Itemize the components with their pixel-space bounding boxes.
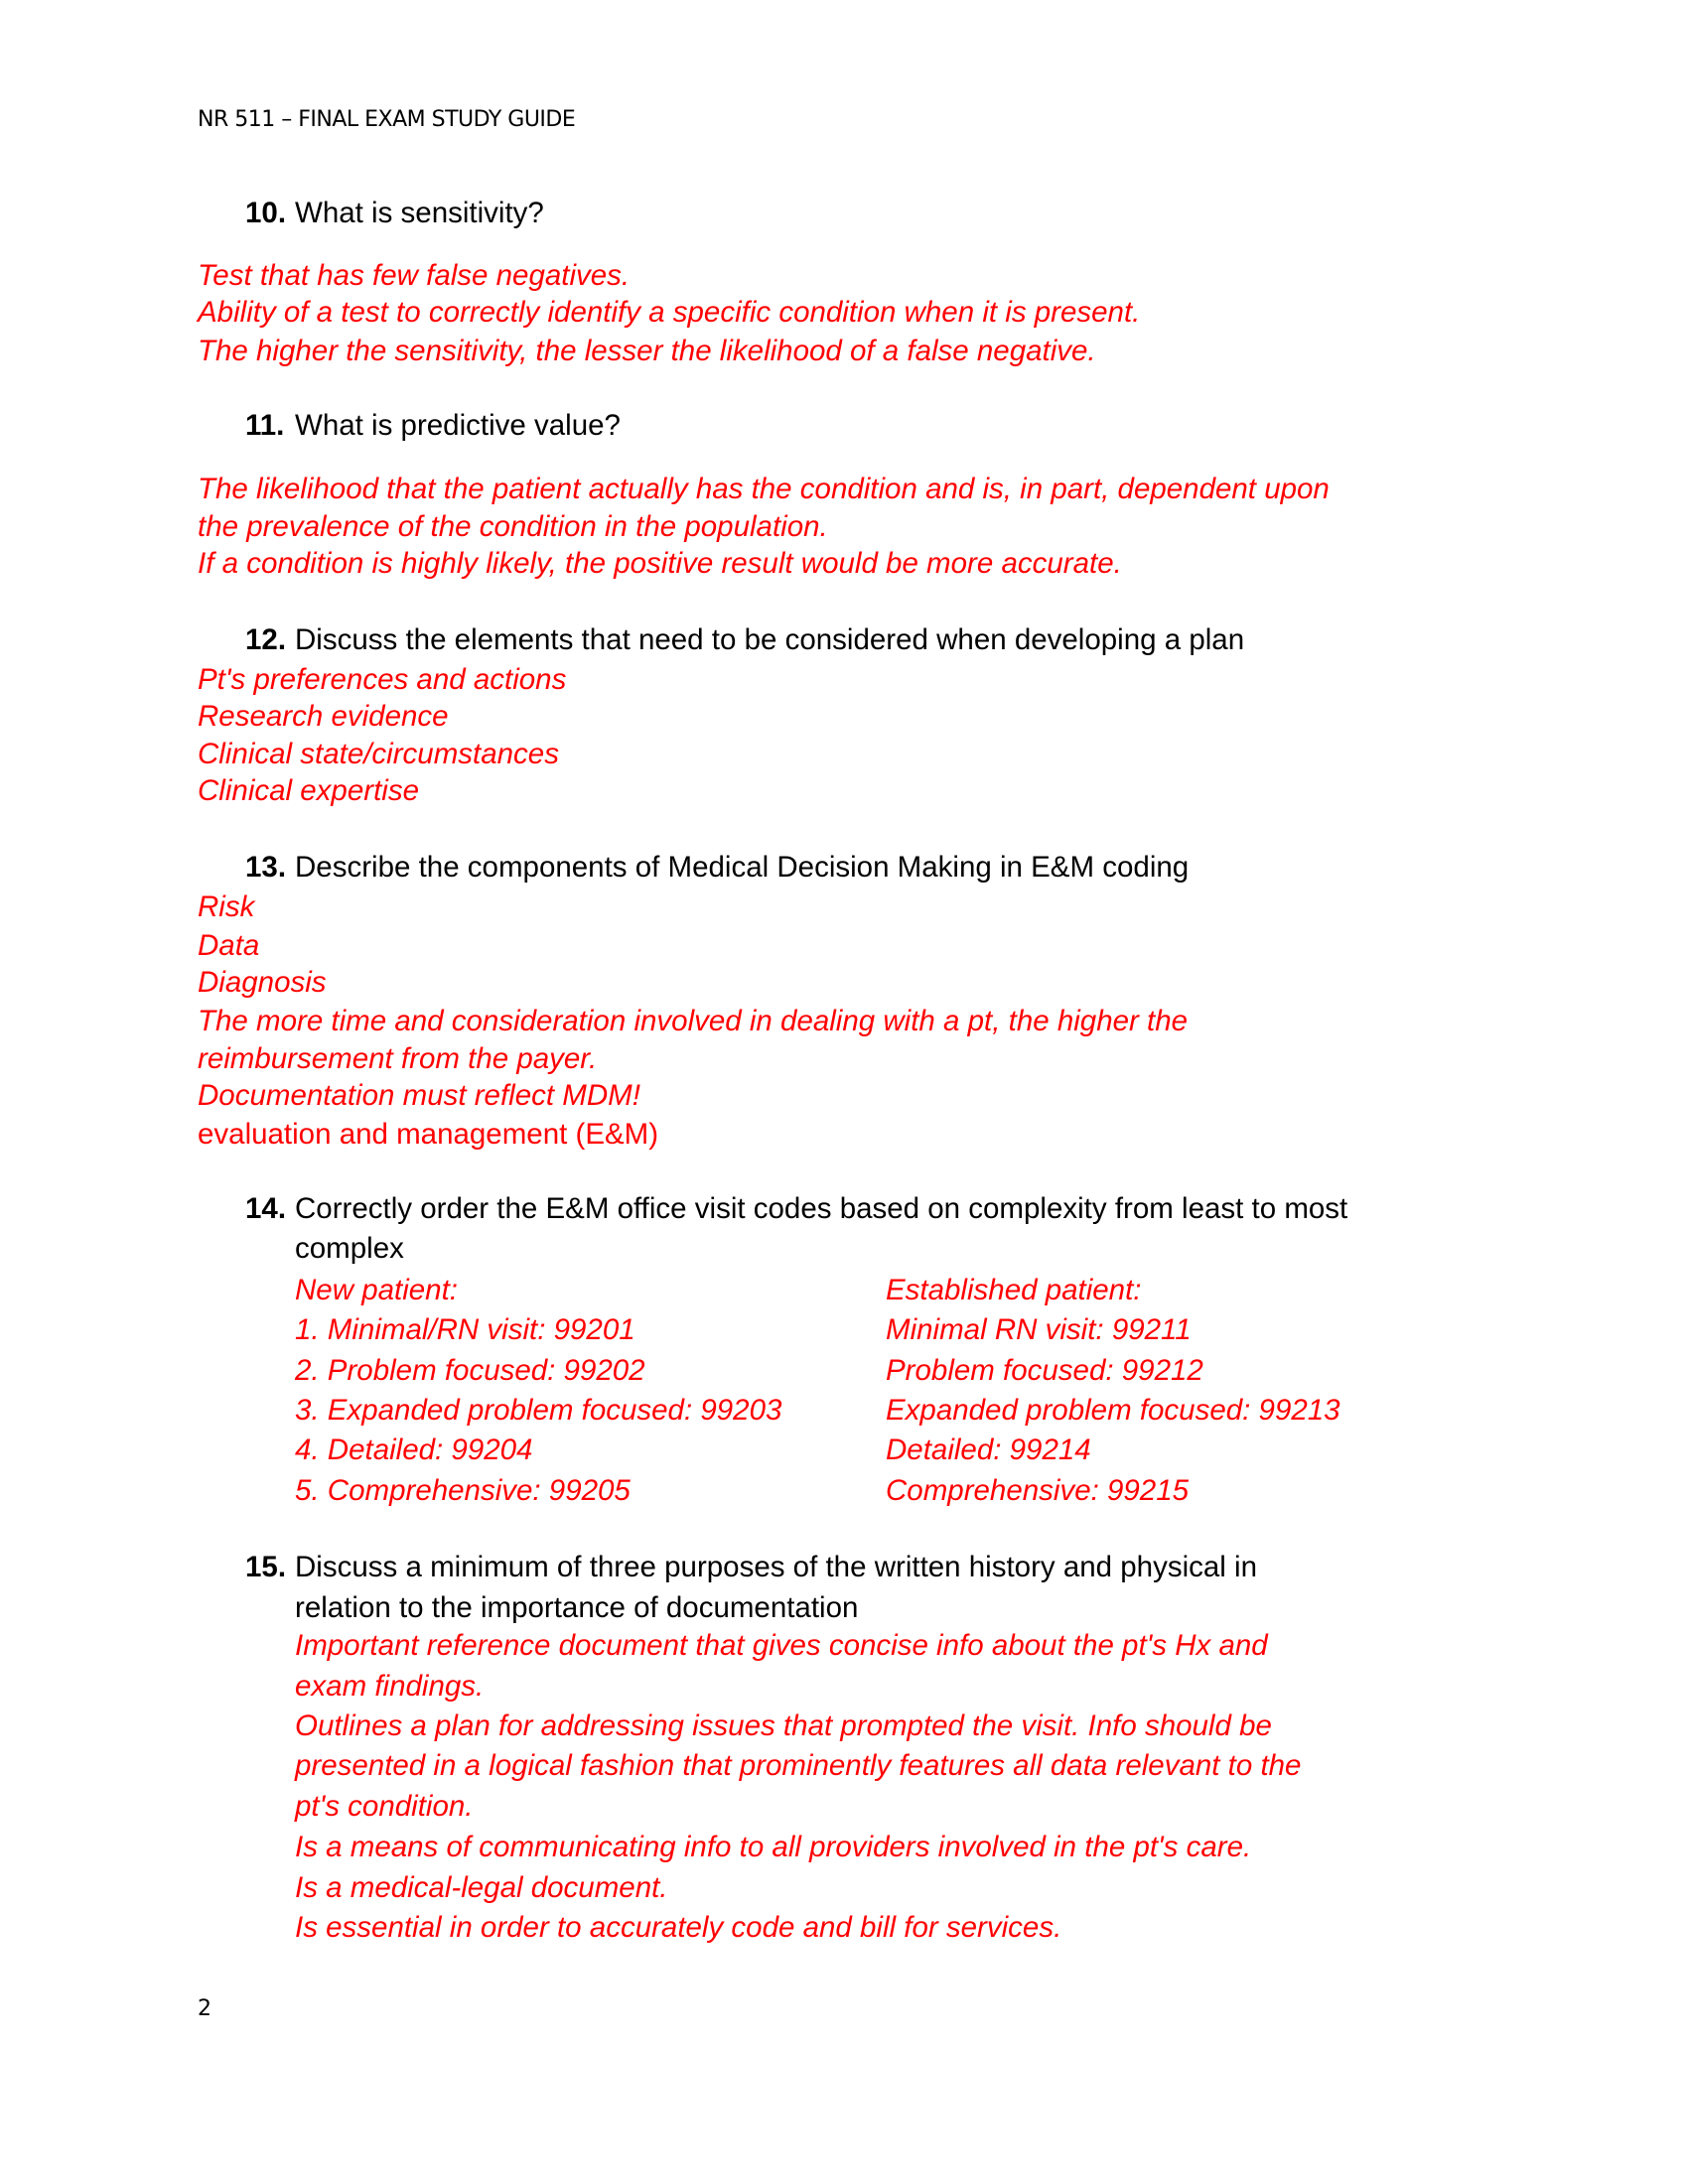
new-patient-heading: New patient: xyxy=(295,1274,458,1306)
answer-line: Data xyxy=(198,929,260,962)
answer-line: Documentation must reflect MDM! xyxy=(198,1079,640,1112)
answer-line: Is essential in order to accurately code and bill for services. xyxy=(295,1911,1062,1944)
answer-note: evaluation and management (E&M) xyxy=(198,1118,659,1151)
question-11 xyxy=(245,409,621,443)
question-text: What is sensitivity? xyxy=(295,197,544,229)
question-number: 13. xyxy=(245,851,287,884)
new-patient-code: 1. Minimal/RN visit: 99201 xyxy=(295,1313,635,1346)
answer-line: Is a means of communicating info to all providers involved in the pt's care. xyxy=(295,1831,1252,1863)
question-number: 14. xyxy=(245,1192,287,1225)
established-patient-heading: Established patient: xyxy=(886,1274,1142,1306)
question-13 xyxy=(245,851,1189,885)
answer-line: presented in a logical fashion that prominently features all data relevant to the xyxy=(295,1749,1302,1782)
answer-line: Risk xyxy=(198,890,255,923)
question-15 xyxy=(245,1551,1257,1584)
answer-line: Research evidence xyxy=(198,700,449,733)
answer-line: exam findings. xyxy=(295,1670,485,1703)
question-text: Correctly order the E&M office visit codes based on complexity from least to most xyxy=(295,1192,1348,1225)
answer-line: Ability of a test to correctly identify a specific condition when it is present. xyxy=(198,296,1141,329)
question-text: Discuss the elements that need to be considered when developing a plan xyxy=(295,623,1245,656)
answer-line: Is a medical-legal document. xyxy=(295,1871,668,1904)
question-text: Discuss a minimum of three purposes of the written history and physical in xyxy=(295,1551,1258,1583)
established-patient-code: Comprehensive: 99215 xyxy=(886,1474,1190,1507)
question-10 xyxy=(245,197,544,230)
new-patient-code: 3. Expanded problem focused: 99203 xyxy=(295,1394,782,1427)
answer-line: Clinical expertise xyxy=(198,774,419,807)
answer-line: The more time and consideration involved in dealing with a pt, the higher the xyxy=(198,1005,1189,1037)
established-patient-code: Expanded problem focused: 99213 xyxy=(886,1394,1340,1427)
established-patient-code: Minimal RN visit: 99211 xyxy=(886,1313,1192,1346)
answer-line: If a condition is highly likely, the positive result would be more accurate. xyxy=(198,547,1122,580)
new-patient-code: 4. Detailed: 99204 xyxy=(295,1433,533,1466)
answer-line: The higher the sensitivity, the lesser the likelihood of a false negative. xyxy=(198,335,1096,367)
question-number: 10. xyxy=(245,197,287,229)
page-number: 2 xyxy=(198,1996,211,2021)
question-number: 11. xyxy=(245,409,285,442)
question-text-cont: relation to the importance of documentation xyxy=(295,1591,859,1624)
question-14 xyxy=(245,1192,1347,1226)
question-number: 15. xyxy=(245,1551,287,1583)
answer-line: Clinical state/circumstances xyxy=(198,738,559,770)
answer-line: Test that has few false negatives. xyxy=(198,259,631,292)
answer-line: The likelihood that the patient actually has the condition and is, in part, dependent upon xyxy=(198,473,1330,505)
question-text: Describe the components of Medical Decision Making in E&M coding xyxy=(295,851,1190,884)
answer-line: Important reference document that gives concise info about the pt's Hx and xyxy=(295,1629,1268,1662)
established-patient-code: Detailed: 99214 xyxy=(886,1433,1091,1466)
question-text-cont: complex xyxy=(295,1232,404,1265)
answer-line: Diagnosis xyxy=(198,966,327,999)
question-12 xyxy=(245,623,1244,657)
answer-line: Pt's preferences and actions xyxy=(198,663,567,696)
answer-line: reimbursement from the payer. xyxy=(198,1042,598,1075)
question-text: What is predictive value? xyxy=(295,409,621,442)
answer-line: Outlines a plan for addressing issues that prompted the visit. Info should be xyxy=(295,1709,1272,1742)
new-patient-code: 5. Comprehensive: 99205 xyxy=(295,1474,631,1507)
page-header: NR 511 – FINAL EXAM STUDY GUIDE xyxy=(198,107,576,132)
new-patient-code: 2. Problem focused: 99202 xyxy=(295,1354,645,1387)
answer-line: the prevalence of the condition in the population. xyxy=(198,510,828,543)
established-patient-code: Problem focused: 99212 xyxy=(886,1354,1203,1387)
answer-line: pt's condition. xyxy=(295,1790,474,1823)
question-number: 12. xyxy=(245,623,287,656)
